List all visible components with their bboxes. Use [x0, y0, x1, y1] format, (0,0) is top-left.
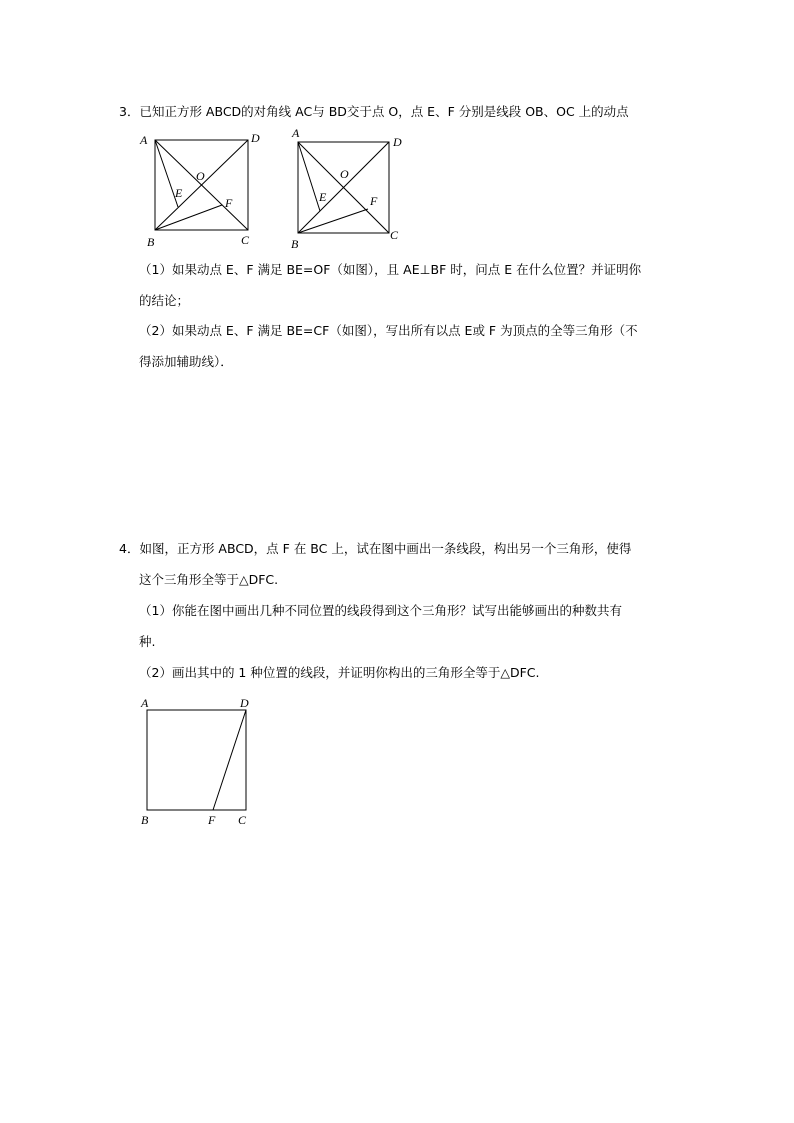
q3-stem: 3．已知正方形 ABCD的对角线 AC与 BD交于点 O，点 E、F 分别是线段 OB、OC 上的动点 — [119, 104, 629, 119]
label-f: F — [225, 196, 233, 210]
label-b: B — [291, 237, 299, 250]
q4-part2-line1: （2）画出其中的 1 种位置的线段，并证明你构出的三角形全等于△DFC. — [139, 665, 540, 680]
q4-part1-line1: （1）你能在图中画出几种不同位置的线段得到这个三角形？试写出能够画出的种数共有 — [139, 603, 622, 618]
label-d: D — [251, 131, 260, 145]
q4-stem-line2: 这个三角形全等于△DFC. — [139, 572, 279, 587]
label-o: O — [340, 167, 349, 181]
q4-part1-line2: 种. — [139, 634, 156, 649]
segment-bf — [155, 205, 222, 230]
label-a: A — [292, 126, 300, 140]
label-a: A — [140, 133, 148, 147]
q3-figure-1 — [135, 125, 270, 254]
label-c: C — [241, 233, 250, 247]
q3-part1-line1: （1）如果动点 E、F 满足 BE=OF（如图），且 AE⊥BF 时，问点 E 在什么位置？并证明你 — [139, 262, 642, 277]
label-c: C — [238, 813, 247, 827]
q3-part2-line1: （2）如果动点 E、F 满足 BE=CF（如图），写出所有以点 E或 F 为顶点的全等三角形（不 — [139, 323, 638, 338]
label-b: B — [147, 235, 155, 249]
segment-bf — [298, 209, 368, 233]
square-abcd — [147, 710, 246, 810]
label-a: A — [141, 696, 149, 710]
label-d: D — [240, 696, 249, 710]
q3-figure-2 — [280, 125, 415, 254]
label-o: O — [196, 169, 205, 183]
label-c: C — [390, 228, 399, 242]
label-d: D — [393, 135, 402, 149]
label-b: B — [141, 813, 149, 827]
q3-part1-line2: 的结论； — [139, 293, 190, 308]
label-e: E — [319, 190, 327, 204]
label-e: E — [175, 186, 183, 200]
q4-stem-line1: 4．如图，正方形 ABCD，点 F 在 BC 上，试在图中画出一条线段，构出另一个三角形，使得 — [119, 541, 632, 556]
segment-df — [213, 710, 246, 810]
label-f: F — [208, 813, 216, 827]
q3-part2-line2: 得添加辅助线）． — [139, 354, 233, 369]
q4-figure — [135, 692, 265, 836]
label-f: F — [370, 194, 378, 208]
